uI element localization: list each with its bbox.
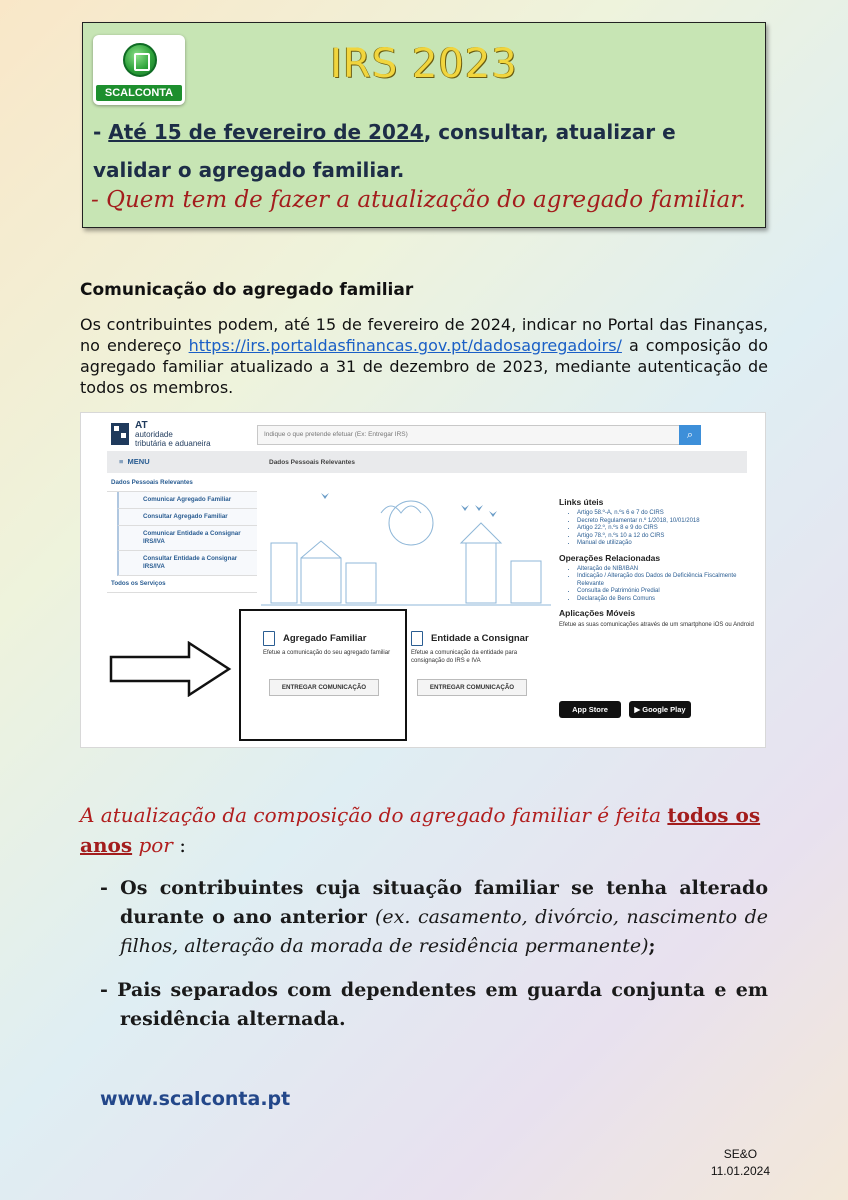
banner-title: IRS 2023	[330, 41, 518, 87]
card-agregado	[261, 631, 403, 711]
arrow-icon	[109, 641, 233, 697]
logo-text: SCALCONTA	[96, 85, 182, 101]
portal-right-column	[559, 497, 759, 629]
apps-title: Aplicações Móveis	[559, 608, 636, 618]
portal-sidebar	[107, 475, 257, 593]
city-illustration	[261, 483, 551, 613]
links-list	[559, 510, 759, 548]
sidebar-item-todos[interactable]: Todos os Serviços	[107, 576, 257, 593]
deadline-date: Até 15 de fevereiro de 2024	[108, 120, 424, 144]
card-agregado-desc: Efetue a comunicação do seu agregado familiar	[263, 650, 391, 656]
ops-title: Operações Relacionadas	[559, 552, 661, 563]
link-item[interactable]: • Artigo 58.º-A, n.ºs 6 e 7 do CIRS	[577, 510, 759, 518]
link-item[interactable]: • Artigo 22.º, n.ºs 8 e 9 do CIRS	[577, 525, 759, 533]
app-store-button[interactable]: App Store	[559, 701, 621, 718]
ops-list	[559, 566, 759, 604]
section-body: Os contribuintes podem, até 15 de fevereiro de 2024, indicar no Portal das Finanças, no endereço https://irs.portaldasfinancas.gov.pt/dadosagregadoirs/ a composição do agregado familiar atualizado a 31 de dezembro de 2023, mediante autenticação de todos os membros.	[80, 315, 768, 397]
entregar-entidade-button[interactable]: ENTREGAR COMUNICAÇÃO	[417, 679, 527, 696]
section-title: Comunicação do agregado familiar	[80, 280, 414, 300]
at-logo-icon	[111, 423, 129, 445]
card-entidade-desc: Efetue a comunicação da entidade para consignação do IRS e IVA	[411, 650, 518, 664]
website-link[interactable]: www.scalconta.pt	[100, 1088, 291, 1110]
op-item[interactable]: • Declaração de Bens Comuns	[577, 596, 759, 604]
menu-button[interactable]: ≡ MENU	[119, 457, 150, 466]
header-banner	[82, 22, 766, 228]
banner-subtitle: - Quem tem de fazer a atualização do agregado familiar.	[91, 187, 746, 213]
op-item[interactable]: • Indicação / Alteração dos Dados de Deficiência Fiscalmente Relevante	[577, 573, 759, 588]
link-item[interactable]: • Artigo 78.º, n.ºs 10 a 12 do CIRS	[577, 533, 759, 541]
link-item[interactable]: • Manual de utilização	[577, 540, 759, 548]
google-play-button[interactable]: ▶ Google Play	[629, 701, 691, 718]
portal-topbar	[107, 451, 747, 473]
card-entidade-title: Entidade a Consignar	[431, 633, 529, 644]
card-entidade	[409, 631, 549, 711]
document-icon	[411, 631, 423, 646]
sidebar-item-consultar-agregado[interactable]: Consultar Agregado Familiar	[117, 509, 257, 526]
sidebar-item-consultar-entidade[interactable]: Consultar Entidade a Consignar IRS/IVA	[117, 551, 257, 576]
signature: SE&O 11.01.2024	[710, 1147, 770, 1178]
bullet-contribuintes: - Os contribuintes cuja situação familiar se tenha alterado durante o ano anterior (ex. casamento, divórcio, nascimento de filhos, alteração da morada de residência permanente);	[100, 877, 768, 957]
document-icon	[263, 631, 275, 646]
portal-search-input[interactable]: Indique o que pretende efetuar (Ex: Entregar IRS)	[257, 425, 701, 445]
card-agregado-title: Agregado Familiar	[283, 633, 367, 644]
link-item[interactable]: • Decreto Regulamentar n.º 1/2018, 10/01/2018	[577, 518, 759, 526]
op-item[interactable]: • Consulta de Património Predial	[577, 588, 759, 596]
todos-os-anos: todos os anos	[80, 803, 761, 857]
portal-link[interactable]: https://irs.portaldasfinancas.gov.pt/dadosagregadoirs/	[188, 336, 622, 355]
portal-screenshot	[80, 412, 766, 748]
banner-deadline: - Até 15 de fevereiro de 2024, consultar, atualizar e validar o agregado familiar.	[93, 120, 676, 182]
sidebar-item-comunicar-agregado[interactable]: Comunicar Agregado Familiar	[117, 492, 257, 509]
at-logo: AT autoridade tributária e aduaneira	[111, 421, 241, 449]
breadcrumb: Dados Pessoais Relevantes	[269, 459, 355, 466]
apps-text: Efetue as suas comunicações através de um smartphone iOS ou Android	[559, 622, 754, 628]
op-item[interactable]: • Alteração de NIB/IBAN	[577, 566, 759, 574]
app-stores	[559, 701, 699, 719]
links-title: Links úteis	[559, 497, 604, 507]
bullet-pais-separados: - Pais separados com dependentes em guarda conjunta e em residência alternada.	[100, 979, 768, 1030]
annual-update-heading: A atualização da composição do agregado familiar é feita todos os anos por :	[80, 803, 761, 857]
sidebar-item-comunicar-entidade[interactable]: Comunicar Entidade a Consignar IRS/IVA	[117, 526, 257, 551]
search-icon[interactable]: ⌕	[679, 425, 701, 445]
sidebar-item-dados[interactable]: Dados Pessoais Relevantes	[107, 475, 257, 492]
entregar-agregado-button[interactable]: ENTREGAR COMUNICAÇÃO	[269, 679, 379, 696]
